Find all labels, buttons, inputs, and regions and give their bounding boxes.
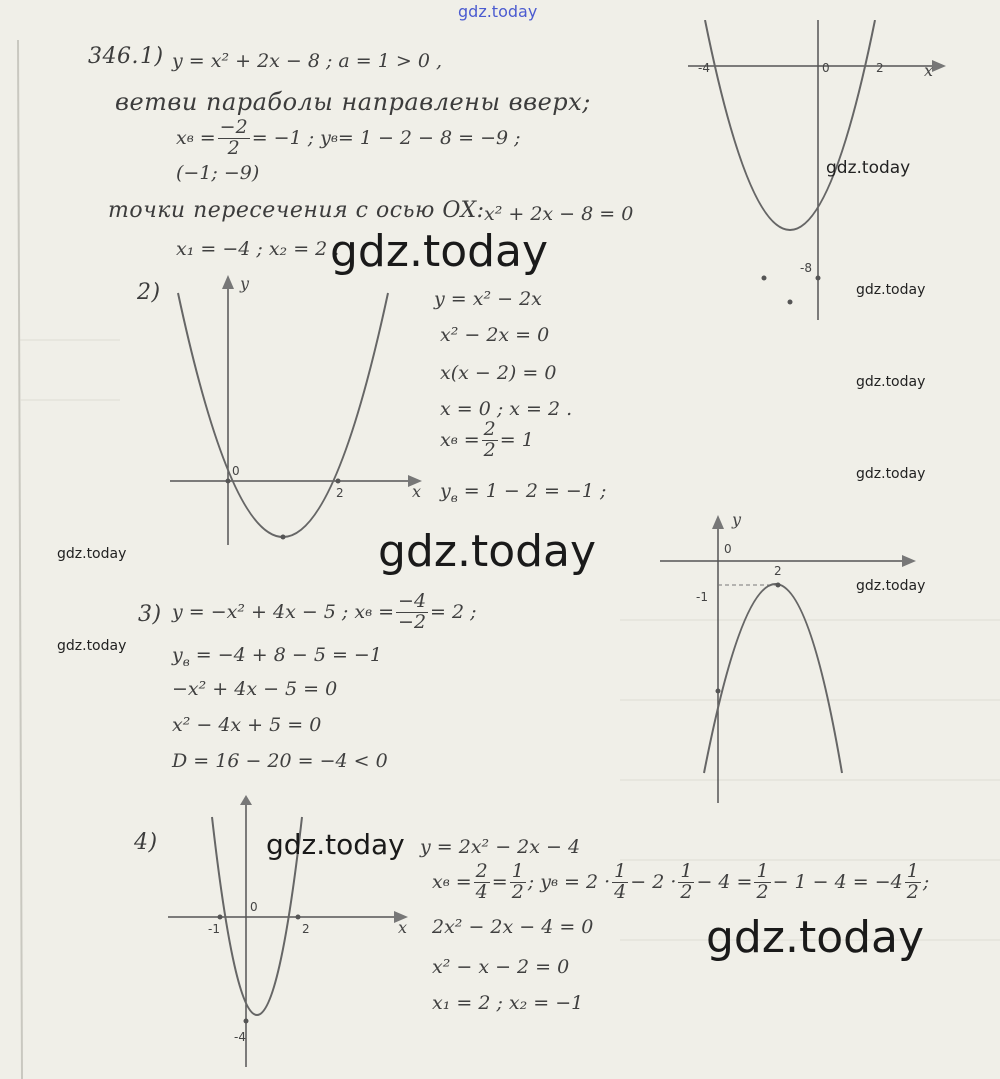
part1-label: 1): [140, 44, 164, 69]
g2-y-arrow: [222, 275, 234, 289]
part4-line2g: ;: [922, 871, 930, 894]
g4-tick-m4: -4: [234, 1030, 246, 1044]
part4-frac6: [905, 862, 921, 903]
part1-line6: x₁ = −4 ; x₂ = 2 .: [176, 238, 340, 260]
watermark-small: gdz.today: [57, 546, 127, 562]
part3-line5: D = 16 − 20 = −4 < 0: [172, 750, 388, 772]
part4-line4: x² − x − 2 = 0: [432, 956, 570, 978]
part4-frac2: [510, 862, 526, 903]
part1-line5a: точки пересечения с осью OX:: [108, 198, 485, 223]
part4-label: 4): [134, 830, 158, 855]
g2-y-label: y: [240, 274, 250, 293]
g1-point-y: [816, 276, 821, 281]
part2-yv-line: $y_в = 1 - 2 = -1$ ;: [440, 480, 607, 505]
part4-line5: x₁ = 2 ; x₂ = −1: [432, 992, 584, 1014]
part4-frac1: [474, 862, 490, 903]
part4-line2e: − 4 =: [696, 871, 753, 894]
part2-xv-line: x в = $\frac{2}{2}$ = 1: [440, 418, 534, 461]
fraction-denominator: 2: [906, 880, 919, 903]
g3-tick-m1: -1: [696, 590, 708, 604]
fraction-numerator: 2: [475, 860, 488, 882]
g2-vertex: [281, 535, 286, 540]
g2-point-2: [336, 479, 341, 484]
g1-point-left: [762, 276, 767, 281]
fraction-numerator: 1: [906, 860, 919, 882]
part4-line3: 2x² − 2x − 4 = 0: [432, 916, 594, 938]
part1-line5b: x² + 2x − 8 = 0: [484, 203, 634, 225]
g3-parabola: [704, 584, 842, 773]
g2-point-origin: [226, 479, 231, 484]
g2-x-label: x: [412, 482, 422, 501]
watermark-big: gdz.today: [706, 912, 925, 963]
g4-x-label: x: [398, 918, 408, 937]
part3-fraction: [396, 592, 428, 633]
g1-tick-d: -8: [800, 261, 812, 275]
g3-x-arrow: [902, 555, 916, 567]
watermark-small: gdz.today: [856, 578, 926, 594]
g2-tick-2: 2: [336, 486, 344, 500]
watermark-small: gdz.today: [856, 466, 926, 482]
part4-line2d: − 2 ·: [630, 871, 677, 894]
graph-3: [660, 505, 930, 805]
watermark-big: gdz.today: [330, 226, 549, 277]
part2-line1: y = x² − 2x: [434, 288, 542, 310]
watermark-big: gdz.today: [266, 828, 405, 861]
part3-line1: y = −x² + 4x − 5 ; x в = $\frac{-4}{-2}$ = 2 ;: [172, 590, 477, 633]
g4-y-arrow: [240, 795, 252, 805]
part4-frac4: [678, 862, 694, 903]
part2-line4: x = 0 ; x = 2 .: [440, 398, 573, 420]
part3-line1b: = 2 ;: [430, 601, 477, 624]
watermark-small: gdz.today: [57, 638, 127, 654]
watermark-small: gdz.today: [856, 374, 926, 390]
g1-tick-b: 0: [822, 61, 830, 75]
part4-frac5: [754, 862, 770, 903]
problem-number: 346.: [88, 44, 139, 69]
g4-tick-2: 2: [302, 922, 310, 936]
fraction-numerator: 1: [511, 860, 524, 882]
part3-label: 3): [138, 602, 162, 627]
g1-tick-a: -4: [698, 61, 710, 75]
top-watermark: gdz.today: [458, 2, 538, 21]
fraction-denominator: 2: [680, 880, 693, 903]
g1-tick-c: 2: [876, 61, 884, 75]
g1-parabola: [705, 20, 875, 230]
fraction-numerator: 1: [756, 860, 769, 882]
part2-line3: x(x − 2) = 0: [440, 362, 557, 384]
part3-line2b: = −4 + 8 − 5 = −1: [195, 644, 382, 666]
part4-frac3: [612, 862, 628, 903]
fraction-denominator: 2: [511, 880, 524, 903]
g4-point-y: [244, 1019, 249, 1024]
part2-label: 2): [137, 280, 161, 305]
part1-line1: y = x² + 2x − 8 ; a = 1 > 0 ,: [172, 50, 443, 72]
part4-line1: y = 2x² − 2x − 4: [420, 836, 581, 858]
fraction-denominator: 4: [614, 880, 627, 903]
g1-vertex: [788, 300, 793, 305]
part3-line1a: y = −x² + 4x − 5 ; x: [172, 601, 366, 624]
watermark-small: gdz.today: [826, 158, 911, 178]
fraction-denominator: 2: [483, 438, 496, 461]
g4-point-2: [296, 915, 301, 920]
part1-line3-b: = −1 ; y: [251, 127, 331, 150]
g4-tick-m1: -1: [208, 922, 220, 936]
fraction-numerator: −4: [398, 590, 427, 612]
fraction-numerator: 1: [680, 860, 693, 882]
part4-line2f: − 1 − 4 = −4: [772, 871, 903, 894]
g3-y-label: y: [732, 510, 742, 529]
watermark-big: gdz.today: [378, 526, 597, 577]
g4-tick-0: 0: [250, 900, 258, 914]
part2-xv-b: = 1: [499, 429, 534, 452]
part1-line2: ветви параболы направлены вверх;: [115, 88, 591, 116]
part3-line2: $y_в = -4 + 8 - 5 = -1$: [172, 644, 382, 669]
part2-fraction: [482, 420, 498, 461]
g3-y-arrow: [712, 515, 724, 529]
watermark-small: gdz.today: [856, 282, 926, 298]
g3-tick-2: 2: [774, 564, 782, 578]
fraction-denominator: −2: [398, 610, 427, 633]
g1-x-label: x: [924, 61, 934, 80]
fraction-numerator: 1: [614, 860, 627, 882]
part1-fraction: [218, 118, 250, 159]
fraction-denominator: 4: [475, 880, 488, 903]
graph-2: [160, 265, 430, 550]
part3-yv: y: [172, 644, 183, 666]
part2-xv: x: [440, 429, 451, 452]
part3-line3: −x² + 4x − 5 = 0: [172, 678, 338, 700]
g3-tick-0: 0: [724, 542, 732, 556]
part1-line4: (−1; −9): [176, 162, 260, 184]
g3-point-y: [716, 689, 721, 694]
fraction-numerator: −2: [219, 116, 248, 138]
g2-parabola: [178, 293, 388, 537]
fraction-numerator: 2: [483, 418, 496, 440]
part4-xv: x: [432, 871, 443, 894]
g4-point-m1: [218, 915, 223, 920]
part4-line2b: ; y: [527, 871, 551, 894]
part1-line3-c: = 1 − 2 − 8 = −9 ;: [337, 127, 521, 150]
part2-line2: x² − 2x = 0: [440, 324, 550, 346]
part1-line3: x в = $\frac{-2}{2}$ = −1 ; y в = 1 − 2 − 8 = −9 ;: [176, 116, 521, 159]
g1-x-arrow: [932, 60, 946, 72]
g2-tick-0: 0: [232, 464, 240, 478]
fraction-denominator: 2: [227, 136, 240, 159]
g3-vertex: [776, 583, 781, 588]
part4-line2: x в = $\frac{2}{4}$ = $\frac{1}{2}$ ; y в = 2 · $\frac{1}{4}$ − 2 · $\frac{1}{2}$ − 4 = $\frac{1}{2}$ − 1 − 4 = −4 $\frac{1}{2}$ ;: [432, 860, 930, 903]
part2-yv: y: [440, 480, 451, 502]
part1-line3-xv: x: [176, 127, 187, 150]
part2-yv-b: = 1 − 2 = −1 ;: [463, 480, 607, 502]
part4-line2c: = 2 ·: [564, 871, 611, 894]
part3-line4: x² − 4x + 5 = 0: [172, 714, 322, 736]
fraction-denominator: 2: [756, 880, 769, 903]
